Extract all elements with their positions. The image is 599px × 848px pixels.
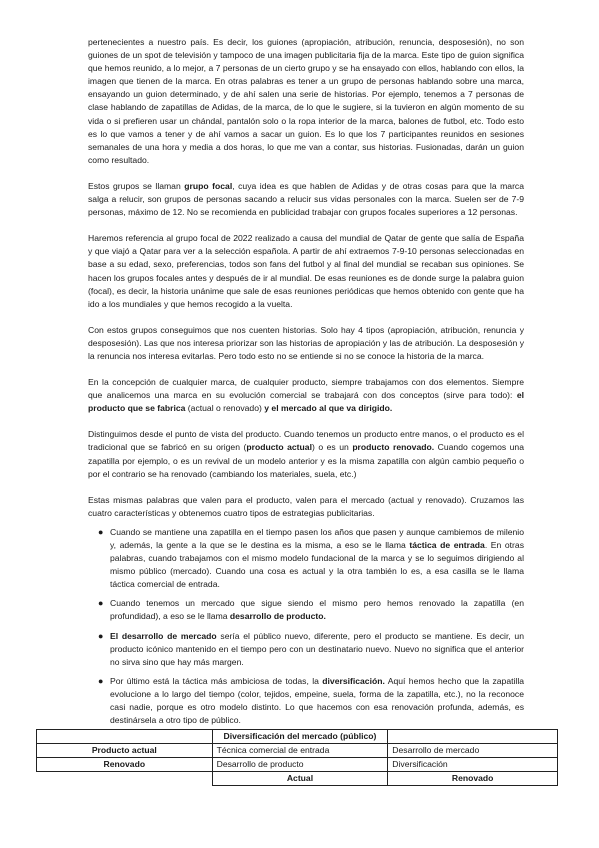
list-item	[98, 630, 524, 669]
table-row	[37, 730, 558, 744]
text: (actual o renovado)	[185, 403, 265, 414]
list-item	[98, 597, 524, 623]
text: Por último está la táctica más ambiciosa de todas, la	[110, 675, 323, 686]
row-label-producto-actual: Producto actual	[37, 744, 213, 758]
text: Estos grupos se llaman	[88, 180, 185, 191]
table-cell-empty	[37, 772, 213, 786]
text: , cuya idea es que hablen de Adidas y de otras cosas para que la marca salga a relucir, son grupos de personas sacando a relucir sus vidas personales con la marca. Suelen ser de 7-9 personas, máximo de 12. No se recomienda en publicidad trabajar con grupos focales superiores a 12 personas.	[88, 180, 525, 218]
text: En la concepción de cualquier marca, de cualquier producto, siempre trabajamos con dos elementos. Siempre que analicemos una marca en su evolución comercial se trabajará con dos conceptos (sirve para todo):	[88, 377, 524, 401]
text: Distinguimos desde el punto de vista del producto. Cuando tenemos un producto entre manos, o el producto es el tradicional que se fabricó en su origen (	[88, 429, 524, 453]
text: . En otras palabras, cuando trabajamos con el mismo modelo fundacional de la marca y se lo seguimos dirigiendo al mismo público (mercado). Cuando una cosa es actual y la otra también lo es, a esa casilla se le llama táctica comercial de entrada.	[110, 540, 524, 590]
column-label-renovado: Renovado	[388, 772, 558, 786]
bold-term: El desarrollo de mercado	[110, 630, 217, 641]
text: Cuando cogemos una zapatilla por ejemplo, o es un revival de un modelo anterior y es la misma zapatilla con algún cambio pequeño o por el contrario se ha renovado (cambiando los materiales, suela, etc.)	[88, 442, 524, 479]
bullet-icon: ●	[98, 630, 104, 641]
paragraph-grupo-focal	[88, 180, 524, 219]
row-label-renovado: Renovado	[37, 758, 213, 772]
column-label-actual: Actual	[212, 772, 388, 786]
paragraph-historias: Con estos grupos conseguimos que nos cuenten historias. Solo hay 4 tipos (apropiación, atribución, renuncia y desposesión). Las que nos interesa priorizar son las historias de apropiación y las de atribución. La desposesión y la renuncia nos interesa evitarlas. Pero todo esto no se entiende si no se conoce la historia de la marca.	[88, 324, 524, 361]
paragraph-qatar: Haremos referencia al grupo focal de 2022 realizado a causa del mundial de Qatar de gente que salía de España y que viajó a Qatar para ver a la selección española. A partir de ahí extraemos 7-9-10 personas seleccionadas en base a su edad, sexo, preferencias, todos son fans del futbol y al final del mundial se recaban sus opiniones. Se hacen los grupos focales antes y después de ir al mundial. De esas reuniones es de donde surge la palabra guion (focal), es decir, la historia unánime que sale de esas reuniones periódicas que hemos obtenido con gente que ha ido a los mundiales y que hemos recogido a la vuelta.	[88, 233, 524, 309]
bold-term: táctica de entrada	[409, 540, 485, 550]
list-item	[98, 675, 525, 727]
strategy-list	[88, 526, 524, 727]
text: Cuando tenemos un mercado que sigue siendo el mismo pero hemos renovado la zapatilla (en profundidad), a eso se le llama	[110, 598, 524, 622]
table-cell: Técnica comercial de entrada	[212, 744, 388, 758]
table-cell: Diversificación	[388, 758, 558, 772]
bullet-icon: ●	[98, 526, 104, 537]
table-cell: Desarrollo de mercado	[388, 744, 558, 758]
bold-term: grupo focal	[184, 180, 233, 191]
table-cell: Desarrollo de producto	[212, 758, 388, 772]
table-cell-empty	[388, 730, 558, 744]
text: ) o es un	[311, 442, 353, 453]
table-row	[37, 772, 558, 786]
document-body	[88, 36, 524, 735]
table-row	[37, 744, 558, 758]
list-item	[98, 526, 524, 591]
bold-term: producto renovado.	[352, 442, 435, 453]
bold-term: producto actual	[246, 442, 312, 453]
bullet-icon: ●	[98, 675, 104, 686]
paragraph-producto	[88, 428, 524, 480]
text: Cuando se mantiene una zapatilla en el tiempo pasen los años que pasen y aunque cambiemos de milenio y, además, la gente a la que se le destina es la misma, a eso se le llama	[110, 526, 524, 550]
strategy-table	[36, 729, 558, 786]
paragraph-guiones: pertenecientes a nuestro país. Es decir, los guiones (apropiación, atribución, renuncia, desposesión), no son guiones de un spot de televisión y tampoco de una imagen publicitaria fija de la marca. Este tipo de guion significa que hemos reunido, a lo mejor, a 7 personas de un cierto grupo y se ha ensayado con ellos, hablando con ellos, la imagen que tienen de la marca. En otras palabras es tener a un grupo de personas hablando sobre una marca, ensayando un guion determinado, y de ahí salen una serie de historias. Por ejemplo, tenemos a 7 personas de clase hablando de zapatillas de Adidas, de la marca, de lo que le sugiere, si la tuvieron en algún momento de su vida o si prefieren usar un chándal, pantalón solo o la ropa interior de la marca, balones de futbol, etc. Todo esto es lo que vamos a tener y de ahí vamos a sacar un guion. Es lo que los 7 participantes reunidos en sesiones semanales de una hora y media a dos horas, lo que me van a contar, sus historias. Fusionadas, darán un guion como resultado.	[88, 37, 524, 165]
bold-term: y el mercado al que va dirigido.	[264, 403, 393, 414]
bold-term: el producto que se fabrica	[88, 390, 524, 414]
text: Aquí hemos hecho que la zapatilla evolucione a lo largo del tiempo (color, tejidos, empeine, suela, forma de la zapatilla, etc.), no la reconoce casi nadie, porque es otro modelo distinto. Lo que hacemos con esa renovación profunda, además, es destinársela a otro tipo de público.	[110, 675, 525, 726]
paragraph-mercado: Estas mismas palabras que valen para el producto, valen para el mercado (actual y renovado). Cruzamos las cuatro características y obtenemos cuatro tipos de estrategias publicitarias.	[88, 494, 524, 518]
bullet-icon: ●	[98, 598, 104, 609]
bold-term: diversificación.	[322, 675, 385, 686]
table-cell-empty	[37, 730, 213, 744]
bold-term: desarrollo de producto.	[229, 611, 326, 622]
text: sería el público nuevo, diferente, pero el producto se mantiene. Es decir, un producto icónico mantenido en el tiempo pero con un destinatario nuevo. Nuevo no significa que el anterior no sirva sino que hay más margen.	[110, 630, 524, 667]
paragraph-concepcion	[88, 376, 524, 415]
table-header-mercado: Diversificación del mercado (público)	[212, 730, 388, 744]
table-row	[37, 758, 558, 772]
